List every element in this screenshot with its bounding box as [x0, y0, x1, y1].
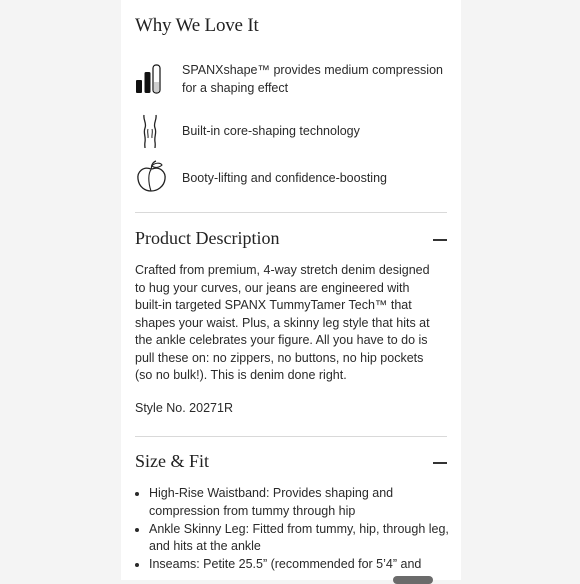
divider — [135, 212, 447, 213]
peach-icon — [135, 160, 169, 194]
size-and-fit-toggle[interactable] — [135, 451, 447, 475]
feature-text: Built-in core-shaping technology — [182, 124, 360, 138]
feature-booty-lifting — [135, 160, 447, 200]
list-item: • Ankle Skinny Leg: Fitted from tummy, hip, through leg, and hits at the ankle — [149, 521, 449, 556]
collapse-minus-icon[interactable] — [433, 462, 447, 464]
collapse-minus-icon[interactable] — [433, 239, 447, 241]
compression-bars-icon — [135, 62, 169, 96]
size-fit-list — [135, 485, 449, 574]
feature-text: SPANXshape™ provides medium compression for a shaping effect — [182, 63, 443, 95]
list-item: • High-Rise Waistband: Provides shaping and compression from tummy through hip — [149, 485, 449, 520]
core-shaping-icon — [135, 114, 169, 148]
feature-compression — [135, 62, 447, 102]
size-and-fit-heading: Size & Fit — [135, 451, 210, 471]
style-number: Style No. 20271R — [135, 401, 233, 415]
feature-text: Booty-lifting and confidence-boosting — [182, 171, 387, 185]
feature-core-shaping — [135, 114, 447, 154]
list-item: • Inseams: Petite 25.5” (recommended for 5’4” and — [149, 556, 449, 574]
scroll-indicator[interactable] — [393, 576, 433, 584]
divider — [135, 436, 447, 437]
product-details-panel — [121, 0, 461, 580]
product-description-text: Crafted from premium, 4-way stretch denim designed to hug your curves, our jeans are engineered with built-in targeted SPANX TummyTamer Tech™ that shapes your waist. Plus, a skinny leg style that hits at the ankle celebrates your figure. All you have to do is pull these on: no zippers, no buttons, no hip pockets (so no bulk!). This is denim done right. — [135, 263, 430, 382]
product-description-toggle[interactable] — [135, 228, 447, 252]
product-description-heading: Product Description — [135, 228, 280, 248]
why-we-love-it-heading: Why We Love It — [135, 15, 259, 36]
